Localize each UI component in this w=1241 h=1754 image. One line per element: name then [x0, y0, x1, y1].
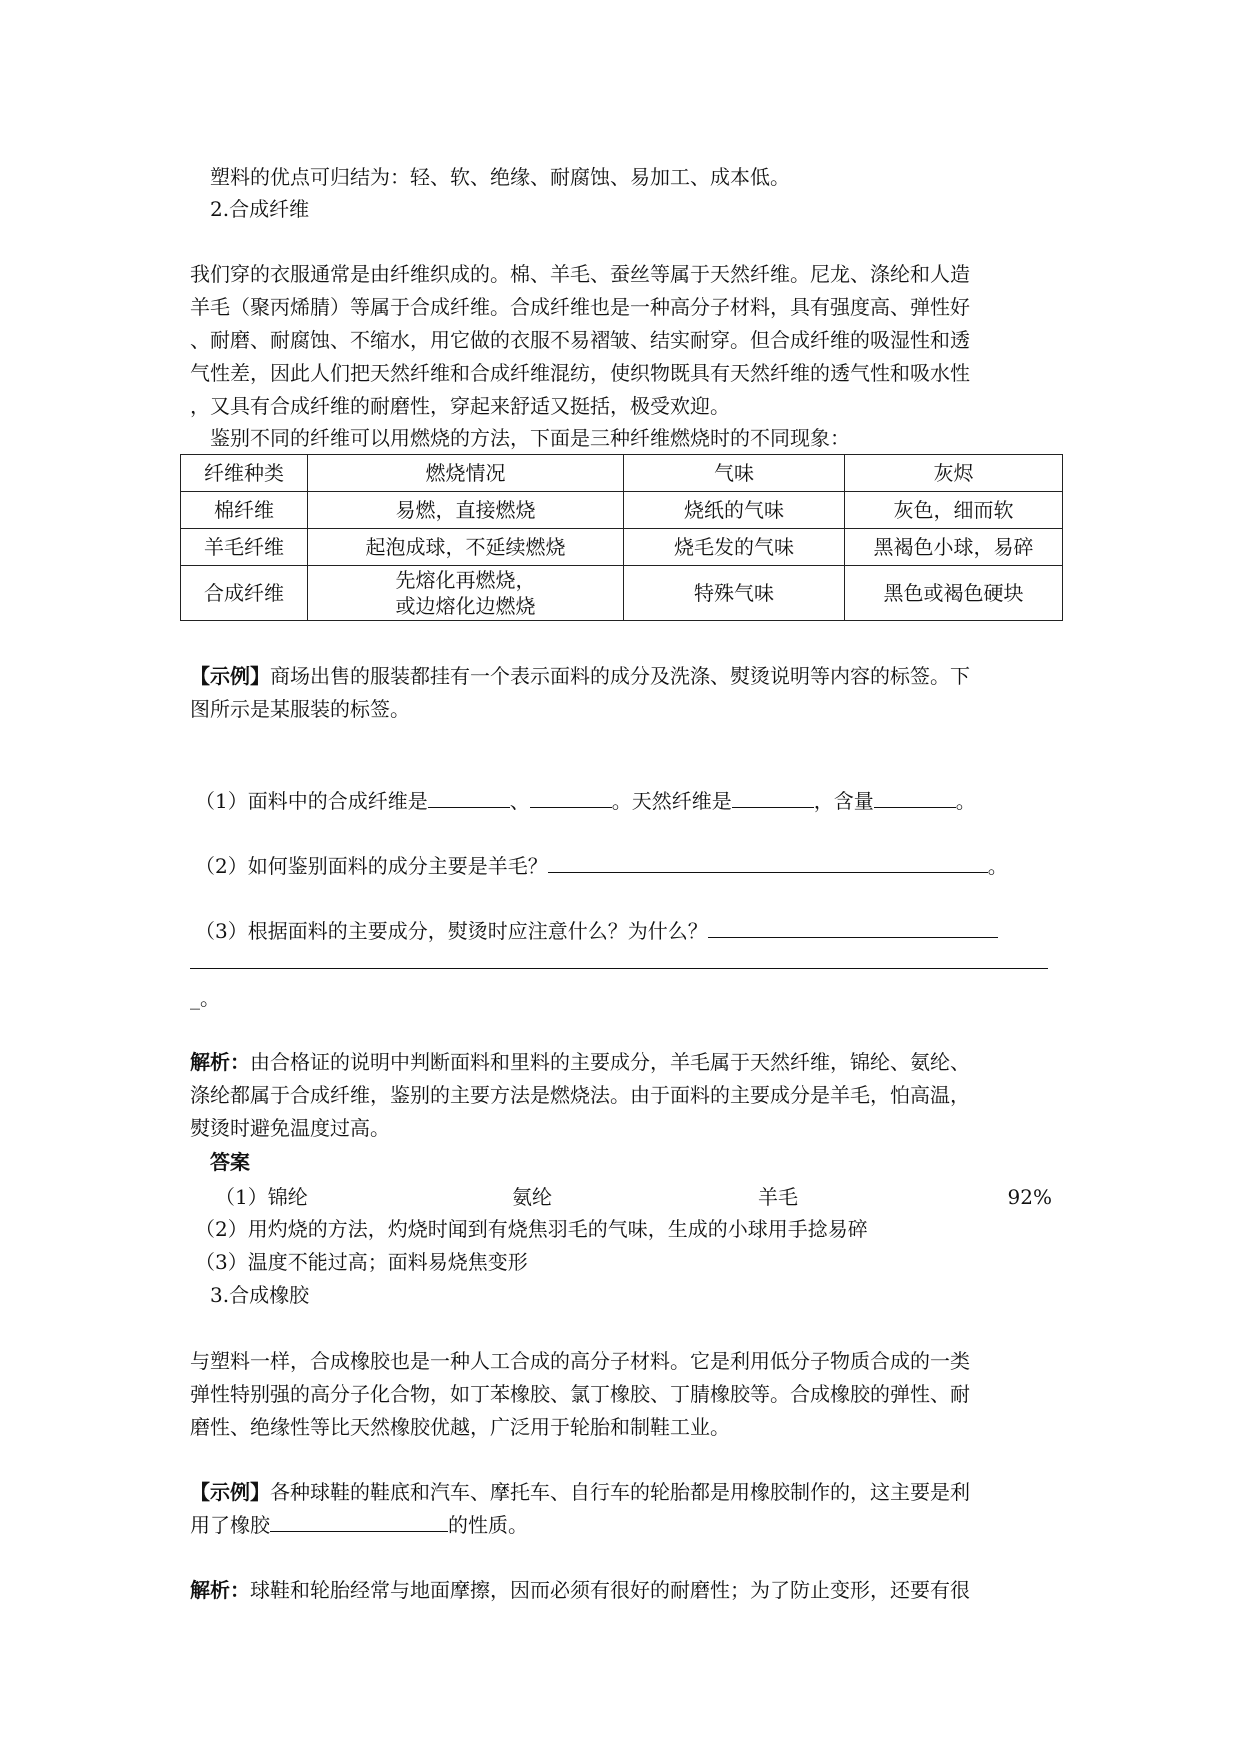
- answer-line: （3）温度不能过高；面料易烧焦变形: [195, 1250, 528, 1274]
- example-line: 商场出售的服装都挂有一个表示面料的成分及洗涤、熨烫说明等内容的标签。下: [270, 664, 970, 688]
- answer-item: （1）锦纶: [215, 1185, 308, 1209]
- analysis-text: [190, 1576, 970, 1604]
- answer-blank[interactable]: [270, 1511, 448, 1532]
- section-heading-synthetic-fiber: 2.合成纤维: [210, 197, 310, 221]
- question-text: 。天然纤维是: [611, 789, 732, 813]
- answer-blank[interactable]: [548, 852, 988, 873]
- table-cell: 烧纸的气味: [624, 492, 845, 529]
- fiber-paragraph-line: 羊毛（聚丙烯腈）等属于合成纤维。合成纤维也是一种高分子材料，具有强度高、弹性好: [190, 295, 970, 319]
- answer-blank[interactable]: [708, 917, 998, 938]
- answer-blank[interactable]: [732, 787, 814, 808]
- table-cell-line: 或边熔化边燃烧: [395, 594, 536, 618]
- table-header-cell: 纤维种类: [181, 455, 308, 492]
- fiber-paragraph-line: 气性差，因此人们把天然纤维和合成纤维混纺，使织物既具有天然纤维的透气性和吸水性: [190, 361, 970, 385]
- analysis-line: 球鞋和轮胎经常与地面摩擦，因而必须有很好的耐磨性；为了防止变形，还要有很: [250, 1578, 970, 1602]
- question-1: [195, 787, 976, 815]
- fiber-paragraph-line: 、耐磨、耐腐蚀、不缩水，用它做的衣服不易褶皱、结实耐穿。但合成纤维的吸湿性和透: [190, 328, 970, 352]
- answer-item: 氨纶: [512, 1185, 552, 1209]
- table-cell: 起泡成球，不延续燃烧: [308, 529, 624, 566]
- table-cell: 易燃，直接燃烧: [308, 492, 624, 529]
- example-tag: 【示例】: [190, 664, 270, 688]
- question-text: 用了橡胶: [190, 1513, 270, 1537]
- question-text: （2）如何鉴别面料的成分主要是羊毛？: [195, 854, 548, 878]
- answer-item: 羊毛: [758, 1185, 798, 1209]
- rubber-paragraph-line: 磨性、绝缘性等比天然橡胶优越，广泛用于轮胎和制鞋工业。: [190, 1415, 730, 1439]
- answer-blank[interactable]: [874, 787, 956, 808]
- answer-label: 答案: [210, 1150, 250, 1174]
- example-line: [190, 1511, 528, 1539]
- table-cell: 黑褐色小球，易碎: [845, 529, 1063, 566]
- question-3: [195, 917, 998, 945]
- fiber-paragraph-line: ，又具有合成纤维的耐磨性，穿起来舒适又挺括，极受欢迎。: [190, 394, 730, 418]
- identify-intro: 鉴别不同的纤维可以用燃烧的方法，下面是三种纤维燃烧时的不同现象：: [210, 426, 850, 450]
- example-line: 图所示是某服装的标签。: [190, 697, 410, 721]
- table-cell: [308, 566, 624, 621]
- analysis-line: 涤纶都属于合成纤维，鉴别的主要方法是燃烧法。由于面料的主要成分是羊毛，怕高温，: [190, 1083, 970, 1107]
- table-header-cell: 气味: [624, 455, 845, 492]
- table-cell-line: 先熔化再燃烧，: [395, 568, 536, 592]
- question-text: 的性质。: [448, 1513, 528, 1537]
- section-heading-synthetic-rubber: 3.合成橡胶: [210, 1283, 310, 1307]
- table-cell: 黑色或褐色硬块: [845, 566, 1063, 621]
- table-cell: 羊毛纤维: [181, 529, 308, 566]
- table-row: [181, 492, 1063, 529]
- question-text: 、: [509, 789, 530, 813]
- example-line: 各种球鞋的鞋底和汽车、摩托车、自行车的轮胎都是用橡胶制作的，这主要是利: [270, 1480, 970, 1504]
- table-row: [181, 566, 1063, 621]
- table-header-cell: 燃烧情况: [308, 455, 624, 492]
- fiber-burning-table: [180, 454, 1063, 621]
- question-text: （1）面料中的合成纤维是: [195, 789, 428, 813]
- example-text: [190, 662, 970, 690]
- answer-blank[interactable]: [428, 787, 510, 808]
- table-cell: 灰色，细而软: [845, 492, 1063, 529]
- analysis-text: [190, 1048, 970, 1076]
- analysis-label: 解析：: [190, 1050, 250, 1074]
- question-text: 。: [955, 789, 976, 813]
- table-cell: 合成纤维: [181, 566, 308, 621]
- question-2: [195, 852, 1008, 880]
- answer-blank-line[interactable]: [190, 968, 1048, 969]
- table-cell: 烧毛发的气味: [624, 529, 845, 566]
- fiber-paragraph-line: 我们穿的衣服通常是由纤维织成的。棉、羊毛、蚕丝等属于天然纤维。尼龙、涤纶和人造: [190, 262, 970, 286]
- question-text: ，含量: [813, 789, 874, 813]
- example-text: [190, 1478, 970, 1506]
- question-3-end: _。: [190, 986, 220, 1010]
- table-header-cell: 灰烬: [845, 455, 1063, 492]
- plastic-summary: 塑料的优点可归结为：轻、软、绝缘、耐腐蚀、易加工、成本低。: [210, 165, 790, 189]
- answer-line: （2）用灼烧的方法，灼烧时闻到有烧焦羽毛的气味，生成的小球用手捻易碎: [195, 1217, 868, 1241]
- example-tag: 【示例】: [190, 1480, 270, 1504]
- question-text: （3）根据面料的主要成分，熨烫时应注意什么？为什么？: [195, 919, 708, 943]
- table-header-row: [181, 455, 1063, 492]
- answer-item: 92%: [1007, 1185, 1052, 1209]
- answer-row: [210, 1183, 1060, 1211]
- rubber-paragraph-line: 与塑料一样，合成橡胶也是一种人工合成的高分子材料。它是利用低分子物质合成的一类: [190, 1349, 970, 1373]
- analysis-line: 由合格证的说明中判断面料和里料的主要成分，羊毛属于天然纤维，锦纶、氨纶、: [250, 1050, 970, 1074]
- analysis-label: 解析：: [190, 1578, 250, 1602]
- analysis-line: 熨烫时避免温度过高。: [190, 1116, 390, 1140]
- question-text: 。: [987, 854, 1008, 878]
- rubber-paragraph-line: 弹性特别强的高分子化合物，如丁苯橡胶、氯丁橡胶、丁腈橡胶等。合成橡胶的弹性、耐: [190, 1382, 970, 1406]
- table-cell: 特殊气味: [624, 566, 845, 621]
- table-cell: 棉纤维: [181, 492, 308, 529]
- table-row: [181, 529, 1063, 566]
- answer-blank[interactable]: [530, 787, 612, 808]
